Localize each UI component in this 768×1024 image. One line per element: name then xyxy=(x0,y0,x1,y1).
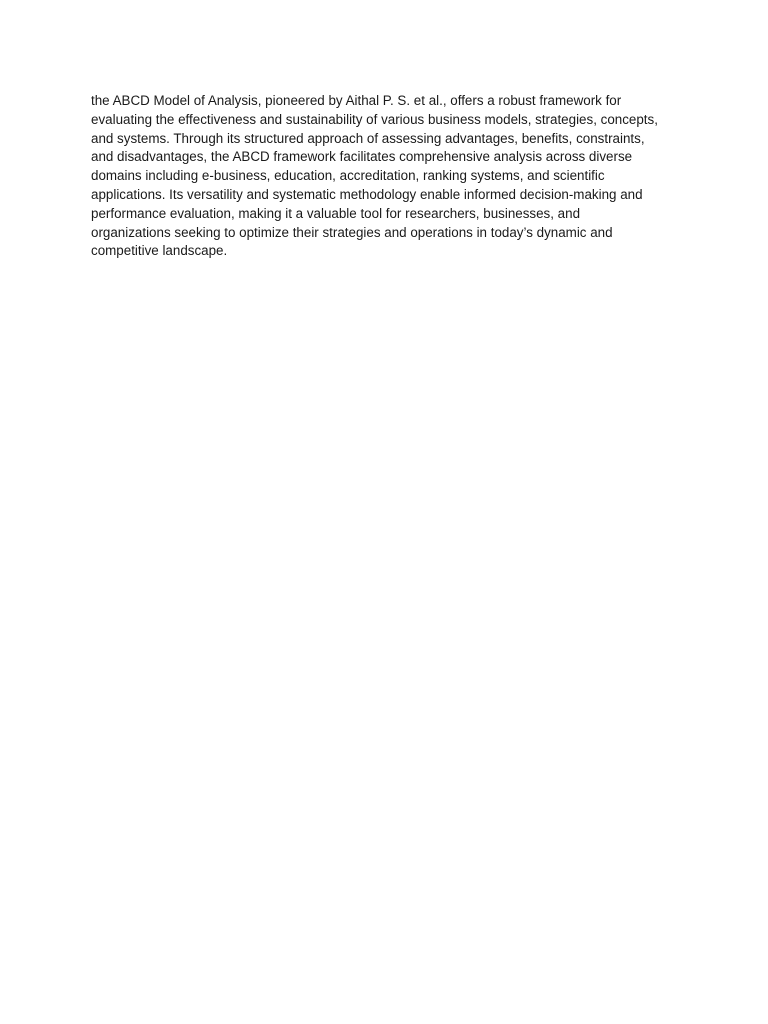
paragraph-line: evaluating the effectiveness and sustainability of various business models, strategies, concepts, xyxy=(91,111,658,127)
paragraph-line: organizations seeking to optimize their strategies and operations in today’s dynamic and xyxy=(91,224,613,240)
body-paragraph xyxy=(91,92,691,261)
paragraph-line: performance evaluation, making it a valuable tool for researchers, businesses, and xyxy=(91,205,581,221)
paragraph-line: and systems. Through its structured approach of assessing advantages, benefits, constraints, xyxy=(91,130,645,146)
paragraph-line: the ABCD Model of Analysis, pioneered by Aithal P. S. et al., offers a robust framework for xyxy=(91,93,622,108)
paragraph-line: domains including e-business, education, accreditation, ranking systems, and scientific xyxy=(91,168,605,184)
paragraph-line: applications. Its versatility and systematic methodology enable informed decision-making and xyxy=(91,186,643,202)
paragraph-line: competitive landscape. xyxy=(91,243,228,259)
paragraph-line: and disadvantages, the ABCD framework facilitates comprehensive analysis across diverse xyxy=(91,149,633,165)
